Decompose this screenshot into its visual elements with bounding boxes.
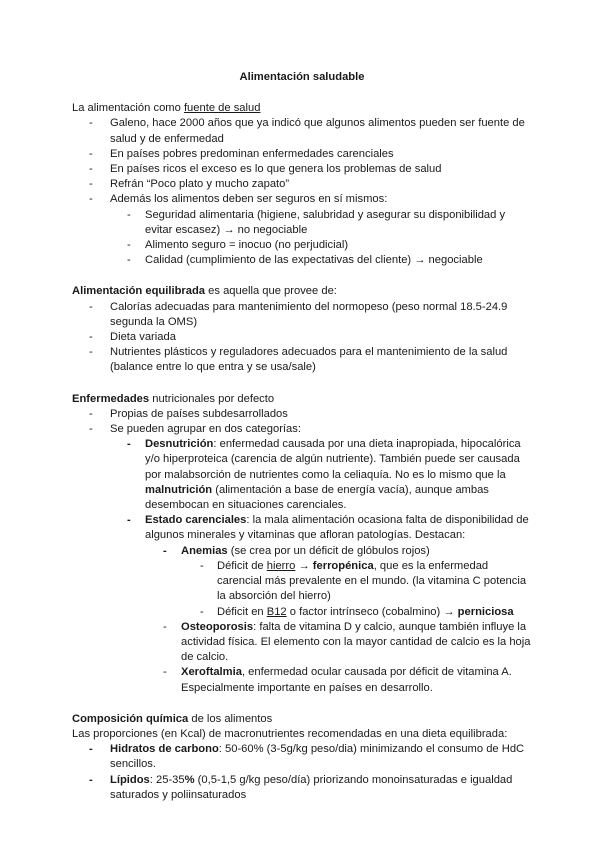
list-item: - Nutrientes plásticos y reguladores adecuados para el mantenimiento de la salud (balance entre lo que entra y se usa/sale) — [89, 346, 508, 374]
list-item-estado-carenciales: - Estado carenciales: la mala alimentación ocasiona falta de disponibilidad de algunos minerales y vitaminas que afloran patologías. Destacan: — [127, 514, 529, 542]
list-item-b12: - Déficit en B12 o factor intrínseco (cobalmino) → perniciosa — [200, 605, 514, 618]
list-item: - Alimento seguro = inocuo (no perjudicial) — [127, 239, 349, 252]
list-item-anemias: - Anemias (se crea por un déficit de glóbulos rojos) — [163, 544, 430, 557]
document — [72, 70, 532, 803]
list-item: - Refrán “Poco plato y mucho zapato” — [89, 178, 290, 191]
s1-intro: La alimentación como fuente de salud — [72, 102, 261, 115]
s2-heading: Alimentación equilibrada es aquella que provee de: — [72, 285, 337, 298]
list-item-lipidos: - Lípidos: 25-35% (0,5-1,5 g/kg peso/día) priorizando monoinsaturadas e igualdad saturados y poliinsaturados — [89, 773, 513, 801]
s3-heading: Enfermedades nutricionales por defecto — [72, 392, 275, 405]
list-item: - Galeno, hace 2000 años que ya indicó que algunos alimentos pueden ser fuente de salud y de enfermedad — [89, 117, 525, 145]
list-item-hierro: - Déficit de hierro → ferropénica, que es la enfermedad carencial más prevalente en el mundo. (la vitamina C potencia la absorción del hierro) — [200, 559, 527, 603]
page-title: Alimentación saludable — [239, 71, 365, 83]
list-item-osteoporosis: - Osteoporosis: falta de vitamina D y calcio, aunque también influye la actividad física. El elemento con la mayor cantidad de calcio es la hoja de calcio. — [163, 620, 531, 664]
list-item: - Propias de países subdesarrollados — [89, 407, 288, 420]
list-item: - Calorías adecuadas para mantenimiento del normopeso (peso normal 18.5-24.9 segunda la OMS) — [89, 300, 508, 328]
list-item: - En países ricos el exceso es lo que genera los problemas de salud — [89, 163, 442, 176]
list-item-xeroftalmia: - Xeroftalmia, enfermedad ocular causada por déficit de vitamina A. Especialmente importante en países en desarrollo. — [163, 666, 512, 694]
list-item-desnutricion: - Desnutrición: enfermedad causada por una dieta inapropiada, hipocalórica y/o hiperproteica (carencia de algún nutriente). También puede ser causada por malabsorción de nutrientes como la celiaquía. No es lo mismo que la malnutrición (alimentación a base de energía vacía), aunque ambas desembocan en situaciones carenciales. — [127, 438, 521, 512]
list-item: - Se pueden agrupar en dos categorías: — [89, 423, 301, 436]
fuente-de-salud-link: fuente de salud — [183, 102, 261, 115]
list-item: - Seguridad alimentaria (higiene, salubridad y asegurar su disponibilidad y evitar escasez) → no negociable — [127, 208, 506, 236]
list-item: - En países pobres predominan enfermedades carenciales — [89, 147, 394, 160]
s4-heading: Composición química de los alimentos — [72, 712, 273, 725]
s4-intro: Las proporciones (en Kcal) de macronutrientes recomendadas en una dieta equilibrada: — [72, 727, 508, 740]
list-item: - Calidad (cumplimiento de las expectativas del cliente) → negociable — [127, 254, 483, 267]
list-item-hidratos: - Hidratos de carbono: 50-60% (3-5g/kg peso/dia) minimizando el consumo de HdC sencillos. — [89, 743, 525, 771]
list-item: - Dieta variada — [89, 331, 176, 344]
list-item: - Además los alimentos deben ser seguros en sí mismos: — [89, 193, 388, 206]
